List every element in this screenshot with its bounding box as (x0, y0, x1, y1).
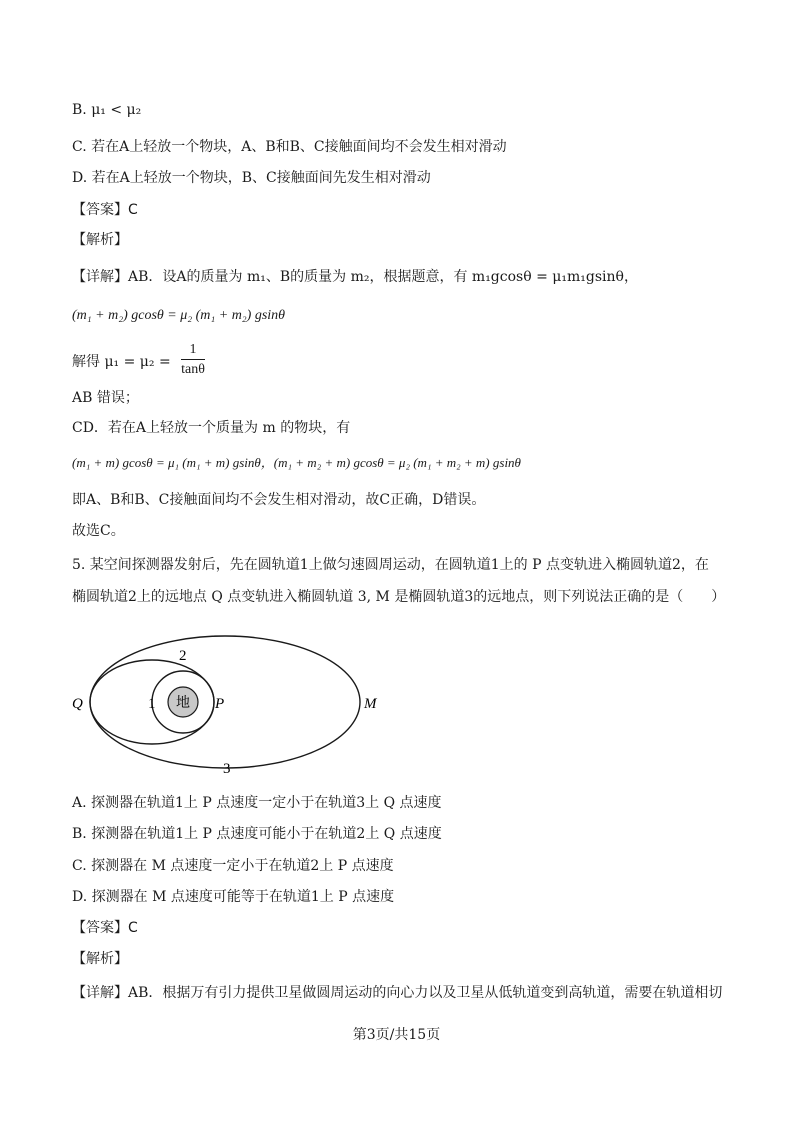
q5-stem-line-2: 椭圆轨道2上的远地点 Q 点变轨进入椭圆轨道 3, M 是椭圆轨道3的远地点，则下列说法正确的是（ ） (72, 589, 726, 605)
fraction (181, 340, 205, 380)
q5-stem-line-1: 5. 某空间探测器发射后，先在圆轨道1上做匀速圆周运动，在圆轨道1上的 P 点变轨进入椭圆轨道2，在 (72, 557, 709, 573)
fraction-denominator: tanθ (181, 362, 205, 377)
orbit-1-label: 1 (148, 696, 156, 712)
q4-detail-line: 【详解】AB．设A的质量为 m₁、B的质量为 m₂，根据题意，有 m₁gcosθ = μ₁m₁gsinθ， (72, 269, 638, 285)
point-q-label: Q (72, 696, 83, 712)
orbit-2-label: 2 (179, 648, 187, 664)
fraction-numerator: 1 (181, 340, 205, 360)
q4-solution (72, 340, 205, 384)
q5-option-c: C. 探测器在 M 点速度一定小于在轨道2上 P 点速度 (72, 858, 394, 874)
orbit-3-label: 3 (223, 761, 231, 777)
q4-answer: 【答案】C (72, 202, 138, 218)
q4-equation-1: (m₁ + m₂) gcosθ = μ₂ (m₁ + m₂) gsinθ (72, 308, 286, 323)
q5-analysis-heading: 【解析】 (72, 951, 128, 967)
page-footer: 第3页/共15页 (352, 1027, 441, 1043)
q4-option-c: C. 若在A上轻放一个物块，A、B和B、C接触面间均不会发生相对滑动 (72, 139, 507, 155)
solution-prefix: 解得 μ₁ = μ₂ = (72, 354, 171, 370)
q4-option-d: D. 若在A上轻放一个物块，B、C接触面间先发生相对滑动 (72, 170, 431, 186)
orbit-3 (90, 636, 360, 768)
q4-cd-line: CD．若在A上轻放一个质量为 m 的物块，有 (72, 420, 351, 436)
q5-option-a: A. 探测器在轨道1上 P 点速度一定小于在轨道3上 Q 点速度 (72, 795, 442, 811)
earth-label: 地 (176, 695, 190, 711)
q5-option-d: D. 探测器在 M 点速度可能等于在轨道1上 P 点速度 (72, 889, 395, 905)
q4-equation-2: (m₁ + m) gcosθ = μ₁ (m₁ + m) gsinθ，(m₁ + m₂ + m) gcosθ = μ₂ (m₁ + m₂ + m) gsinθ (72, 455, 521, 470)
q4-choose: 故选C。 (72, 523, 125, 539)
q4-conclusion: 即A、B和B、C接触面间均不会发生相对滑动，故C正确，D错误。 (72, 492, 486, 508)
orbit-diagram (62, 620, 392, 780)
q4-ab-wrong: AB 错误； (72, 390, 139, 406)
q5-answer: 【答案】C (72, 920, 138, 936)
q5-option-b: B. 探测器在轨道1上 P 点速度可能小于在轨道2上 Q 点速度 (72, 826, 442, 842)
point-p-label: P (215, 696, 225, 712)
q4-analysis-heading: 【解析】 (72, 232, 128, 248)
q4-option-b: B. μ₁ < μ₂ (72, 102, 142, 118)
q5-detail-line: 【详解】AB．根据万有引力提供卫星做圆周运动的向心力以及卫星从低轨道变到高轨道，需要在轨道相切 (72, 985, 723, 1001)
point-m-label: M (364, 696, 377, 712)
